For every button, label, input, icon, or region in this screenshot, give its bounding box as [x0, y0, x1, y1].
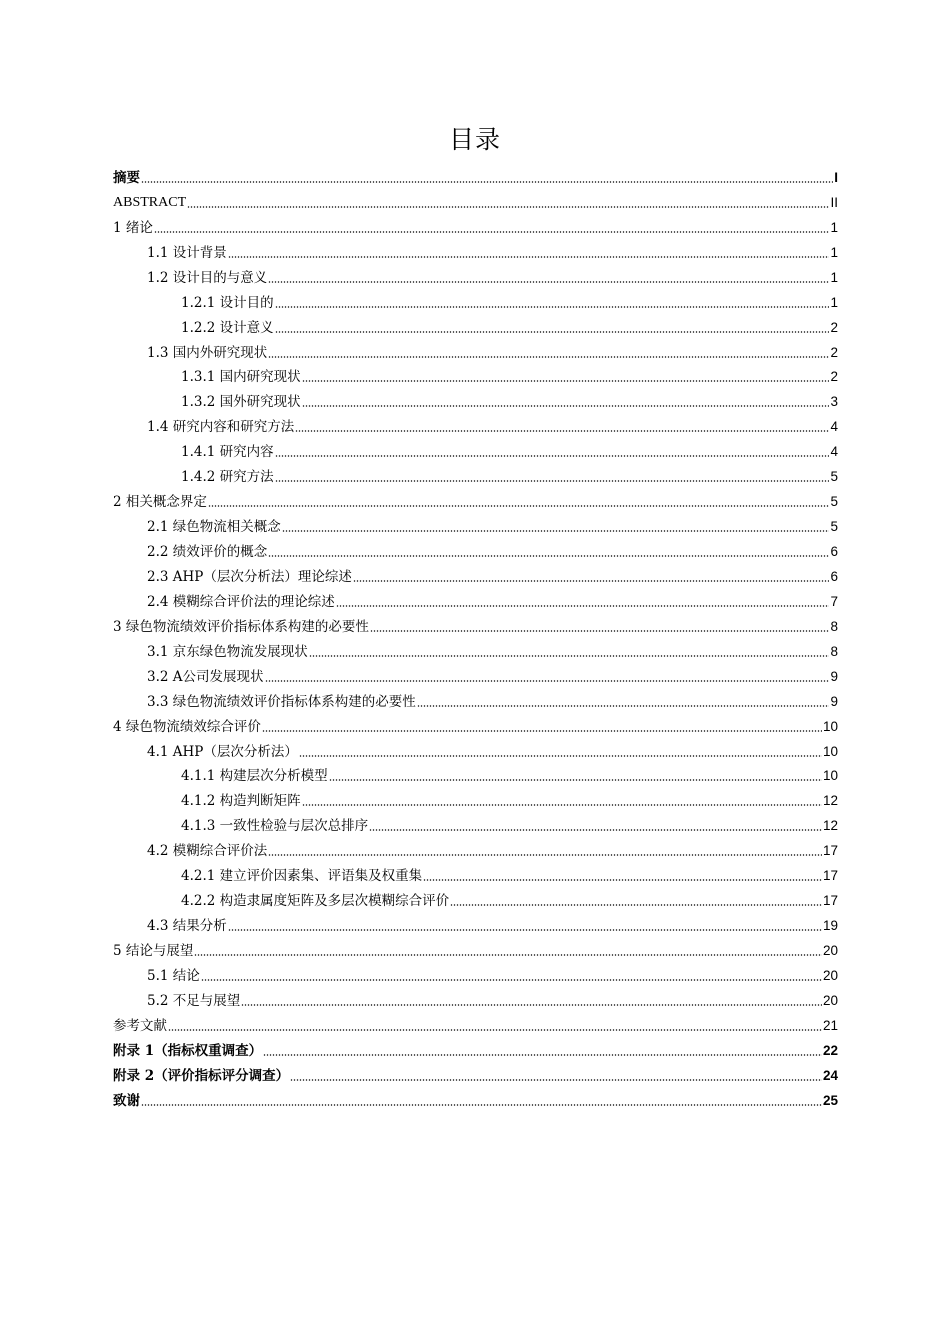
- toc-entry-label: 致谢: [113, 1092, 140, 1109]
- dot-leader: [336, 605, 830, 607]
- dot-leader: [275, 306, 830, 308]
- toc-entry-label: 5.1 结论: [147, 967, 200, 984]
- toc-entry-page-number: 5: [830, 469, 838, 485]
- toc-entry-label: 1.1 设计背景: [147, 244, 227, 261]
- toc-title: 目录: [448, 125, 501, 154]
- toc-entry-label: 1.2.1 设计目的: [181, 294, 274, 311]
- toc-entry-page-number: 10: [822, 768, 838, 784]
- toc-entry-page-number: 22: [822, 1042, 838, 1058]
- toc-entry-label: 2 相关概念界定: [113, 494, 207, 511]
- toc-entry-page-number: 6: [830, 544, 838, 559]
- toc-entry-label: 1 绪论: [113, 219, 153, 236]
- toc-entry-page-number: 1: [830, 219, 838, 235]
- toc-entry[interactable]: [113, 960, 838, 985]
- toc-entry[interactable]: [113, 187, 838, 212]
- dot-leader: [282, 530, 830, 532]
- toc-entry[interactable]: [113, 511, 838, 536]
- dot-leader: [268, 356, 829, 358]
- dot-leader: [268, 854, 822, 856]
- dot-leader: [329, 779, 822, 781]
- toc-entry-label: 1.4.2 研究方法: [181, 469, 274, 486]
- toc-entry-page-number: 2: [830, 319, 838, 335]
- toc-entry-label: 1.3.1 国内研究现状: [181, 369, 301, 386]
- dot-leader: [450, 904, 822, 906]
- toc-entry-page-number: 17: [822, 893, 838, 909]
- toc-entry[interactable]: [113, 461, 838, 486]
- toc-entry-label: 5.2 不足与展望: [147, 992, 241, 1009]
- toc-entry-label: 1.3.2 国外研究现状: [181, 394, 301, 411]
- toc-entry-label: 4 绿色物流绩效综合评价: [113, 718, 261, 735]
- dot-leader: [228, 256, 830, 258]
- toc-entry-page-number: I: [834, 169, 838, 185]
- toc-entry-page-number: II: [830, 194, 838, 210]
- toc-entry-page-number: 17: [822, 843, 838, 859]
- dot-leader: [208, 505, 830, 507]
- dot-leader: [302, 804, 822, 806]
- toc-entry[interactable]: [113, 162, 838, 187]
- toc-entry[interactable]: [113, 287, 838, 312]
- toc-entry[interactable]: [113, 1085, 838, 1110]
- toc-entry-label: 2.3 AHP（层次分析法）理论综述: [147, 568, 352, 585]
- toc-entry-page-number: 3: [830, 394, 838, 410]
- toc-entry-label: 1.4.1 研究内容: [181, 444, 274, 461]
- toc-entry[interactable]: [113, 711, 838, 736]
- toc-entry-page-number: 20: [822, 992, 838, 1008]
- toc-entry-page-number: 10: [822, 743, 838, 759]
- toc-entry[interactable]: [113, 312, 838, 337]
- toc-entry[interactable]: [113, 785, 838, 810]
- toc-entry[interactable]: [113, 212, 838, 237]
- dot-leader: [194, 954, 822, 956]
- toc-entry[interactable]: [113, 486, 838, 511]
- toc-entry[interactable]: [113, 1010, 838, 1035]
- toc-entry-page-number: 10: [822, 718, 838, 734]
- toc-entry[interactable]: [113, 337, 838, 362]
- dot-leader: [309, 655, 830, 657]
- dot-leader: [417, 705, 830, 707]
- toc-entry[interactable]: [113, 611, 838, 636]
- toc-entry-page-number: 12: [822, 793, 838, 809]
- toc-entry[interactable]: [113, 411, 838, 436]
- toc-entry-label: 4.1 AHP（层次分析法）: [147, 743, 298, 760]
- dot-leader: [168, 1029, 822, 1031]
- dot-leader: [299, 755, 822, 757]
- toc-entry-label: 4.2.1 建立评价因素集、评语集及权重集: [181, 868, 423, 885]
- dot-leader: [154, 231, 830, 233]
- toc-entry-label: 3.1 京东绿色物流发展现状: [147, 643, 308, 660]
- toc-entry-page-number: 5: [830, 519, 838, 535]
- toc-entry-page-number: 2: [830, 344, 838, 360]
- toc-entry-label: 2.2 绩效评价的概念: [147, 544, 268, 560]
- toc-entry-page-number: 5: [830, 494, 838, 510]
- toc-entry[interactable]: [113, 736, 838, 761]
- toc-entry[interactable]: [113, 262, 838, 287]
- toc-entry-label: 4.3 结果分析: [147, 918, 227, 935]
- table-of-contents: [113, 162, 838, 1110]
- dot-leader: [290, 1079, 822, 1081]
- dot-leader: [275, 331, 830, 333]
- dot-leader: [268, 281, 829, 283]
- toc-entry-label: 1.4 研究内容和研究方法: [147, 419, 295, 436]
- toc-entry[interactable]: [113, 1060, 838, 1085]
- dot-leader: [423, 879, 822, 881]
- toc-entry[interactable]: [113, 237, 838, 262]
- toc-entry-page-number: 20: [822, 967, 838, 983]
- toc-entry-label: 摘要: [113, 169, 140, 186]
- dot-leader: [228, 929, 822, 931]
- toc-entry[interactable]: [113, 761, 838, 786]
- toc-entry-page-number: 1: [830, 294, 838, 310]
- toc-entry-page-number: 19: [822, 918, 838, 934]
- toc-entry[interactable]: [113, 935, 838, 960]
- dot-leader: [302, 380, 830, 382]
- toc-entry[interactable]: [113, 586, 838, 611]
- dot-leader: [353, 580, 830, 582]
- toc-entry[interactable]: [113, 362, 838, 387]
- toc-entry-label: ABSTRACT: [113, 194, 187, 210]
- toc-entry-label: 附录 2（评价指标评分调查）: [113, 1067, 290, 1084]
- toc-entry[interactable]: [113, 561, 838, 586]
- dot-leader: [187, 206, 829, 208]
- dot-leader: [302, 405, 830, 407]
- toc-entry-page-number: 9: [830, 693, 838, 709]
- toc-entry-page-number: 17: [822, 868, 838, 884]
- dot-leader: [275, 455, 830, 457]
- dot-leader: [241, 1004, 822, 1006]
- toc-entry-label: 1.2 设计目的与意义: [147, 269, 268, 286]
- toc-entry-page-number: 2: [830, 369, 838, 385]
- toc-entry-page-number: 8: [830, 643, 838, 659]
- toc-entry[interactable]: [113, 436, 838, 461]
- toc-entry-page-number: 8: [830, 618, 838, 634]
- toc-entry-label: 3.2 A公司发展现状: [147, 668, 264, 685]
- toc-entry[interactable]: [113, 985, 838, 1010]
- toc-entry-page-number: 24: [822, 1067, 838, 1083]
- toc-entry-label: 4.1.3 一致性检验与层次总排序: [181, 818, 369, 835]
- toc-entry[interactable]: [113, 885, 838, 910]
- toc-entry-page-number: 9: [830, 668, 838, 684]
- dot-leader: [141, 181, 833, 183]
- toc-entry-page-number: 7: [830, 593, 838, 609]
- dot-leader: [265, 680, 830, 682]
- toc-entry-page-number: 4: [830, 419, 838, 435]
- dot-leader: [275, 480, 830, 482]
- toc-entry-label: 1.2.2 设计意义: [181, 319, 274, 336]
- toc-entry-label: 5 结论与展望: [113, 943, 194, 959]
- toc-entry-page-number: 20: [822, 943, 838, 958]
- toc-entry-page-number: 21: [822, 1017, 838, 1033]
- toc-entry-label: 2.4 模糊综合评价法的理论综述: [147, 593, 335, 610]
- toc-entry[interactable]: [113, 686, 838, 711]
- toc-entry-label: 4.2.2 构造隶属度矩阵及多层次模糊综合评价: [181, 893, 450, 910]
- dot-leader: [262, 730, 822, 732]
- toc-entry-page-number: 6: [830, 568, 838, 584]
- toc-entry[interactable]: [113, 1035, 838, 1060]
- toc-entry-label: 参考文献: [113, 1017, 167, 1034]
- toc-entry-label: 1.3 国内外研究现状: [147, 344, 268, 361]
- toc-entry-page-number: 1: [830, 244, 838, 260]
- toc-entry[interactable]: [113, 386, 838, 411]
- toc-entry[interactable]: [113, 536, 838, 561]
- toc-entry-label: 4.1.2 构造判断矩阵: [181, 793, 301, 810]
- toc-entry[interactable]: [113, 636, 838, 661]
- dot-leader: [201, 979, 822, 981]
- toc-entry-label: 3 绿色物流绩效评价指标体系构建的必要性: [113, 618, 369, 635]
- toc-entry-label: 3.3 绿色物流绩效评价指标体系构建的必要性: [147, 693, 416, 710]
- toc-entry[interactable]: [113, 860, 838, 885]
- toc-entry[interactable]: [113, 810, 838, 835]
- dot-leader: [268, 555, 829, 557]
- toc-entry-label: 4.2 模糊综合评价法: [147, 843, 268, 860]
- toc-entry-page-number: 12: [822, 818, 838, 834]
- dot-leader: [263, 1054, 822, 1056]
- toc-entry-page-number: 25: [822, 1092, 838, 1108]
- toc-entry-page-number: 1: [830, 269, 838, 285]
- toc-entry-page-number: 4: [830, 444, 838, 460]
- dot-leader: [141, 1104, 822, 1106]
- dot-leader: [369, 829, 822, 831]
- toc-entry-label: 附录 1（指标权重调查）: [113, 1042, 263, 1059]
- dot-leader: [370, 630, 830, 632]
- dot-leader: [295, 430, 829, 432]
- toc-entry[interactable]: [113, 910, 838, 935]
- toc-entry-label: 4.1.1 构建层次分析模型: [181, 768, 328, 785]
- toc-entry[interactable]: [113, 661, 838, 686]
- toc-entry-label: 2.1 绿色物流相关概念: [147, 519, 281, 536]
- toc-entry[interactable]: [113, 835, 838, 860]
